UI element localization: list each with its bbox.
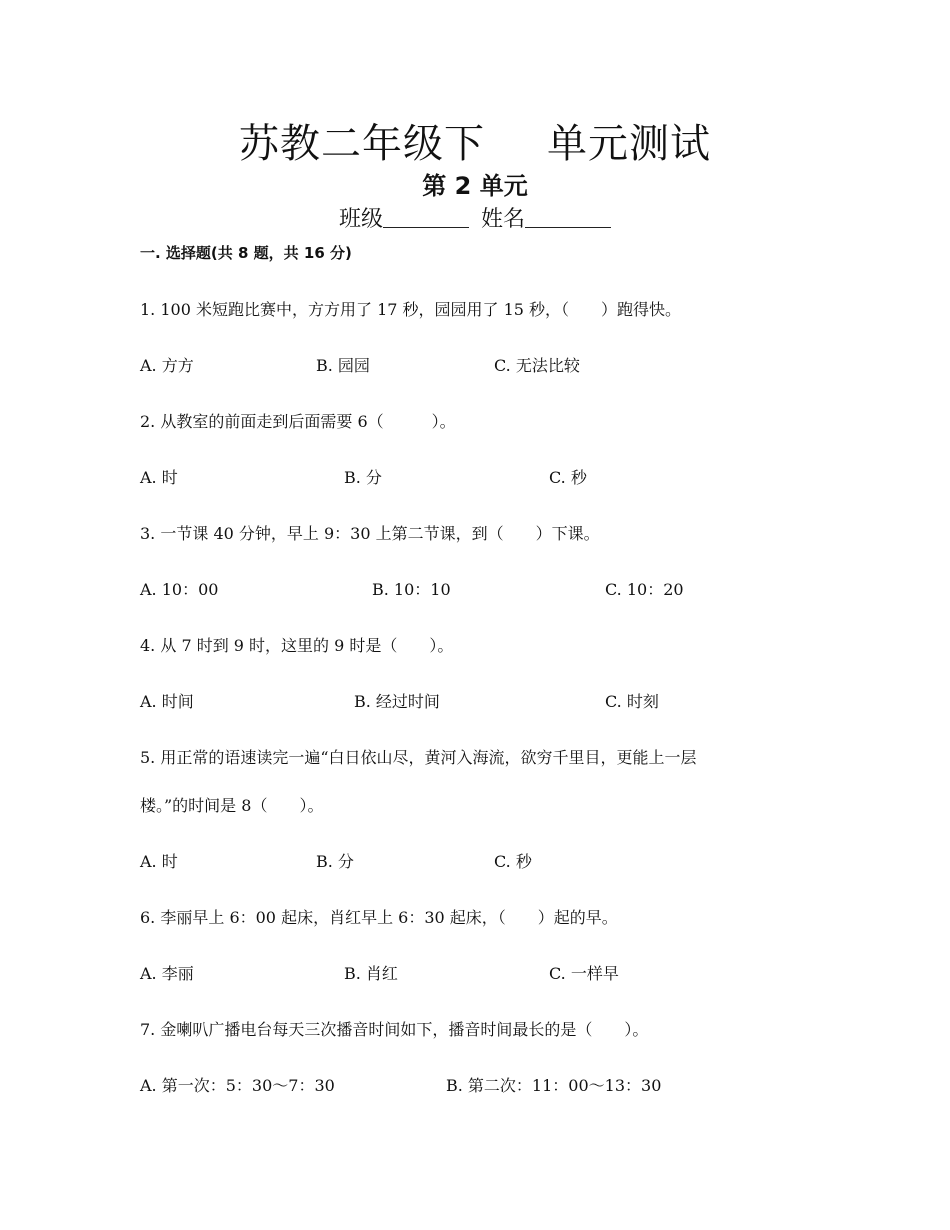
question-3: 3. 一节课 40 分钟，早上 9：30 上第二节课，到（ ）下课。 xyxy=(140,524,600,543)
q4-option-c: C. 时刻 xyxy=(605,692,659,711)
question-4: 4. 从 7 时到 9 时，这里的 9 时是（ ）。 xyxy=(140,636,454,655)
question-6: 6. 李丽早上 6：00 起床，肖红早上 6：30 起床，（ ）起的早。 xyxy=(140,908,618,927)
q1-option-c: C. 无法比较 xyxy=(494,356,580,375)
unit-heading: 第 2 单元 xyxy=(422,172,528,200)
section-heading: 一. 选择题(共 8 题，共 16 分) xyxy=(140,244,352,262)
q5-option-a: A. 时 xyxy=(140,852,178,871)
q3-option-c: C. 10：20 xyxy=(605,580,684,599)
class-blank[interactable] xyxy=(383,205,469,228)
q7-option-a: A. 第一次：5：30～7：30 xyxy=(140,1076,335,1095)
q6-option-c: C. 一样早 xyxy=(549,964,619,983)
class-label: 班级 xyxy=(338,207,383,232)
q7-option-b: B. 第二次：11：00～13：30 xyxy=(446,1076,662,1095)
student-info-line xyxy=(0,202,950,233)
title-right: 单元测试 xyxy=(547,121,711,167)
q5-option-c: C. 秒 xyxy=(494,852,532,871)
q6-option-b: B. 肖红 xyxy=(344,964,398,983)
page-title xyxy=(0,112,950,169)
q2-option-a: A. 时 xyxy=(140,468,178,487)
name-blank[interactable] xyxy=(525,205,611,228)
question-5-line-2: 楼。”的时间是 8（ ）。 xyxy=(140,796,324,815)
q3-option-b: B. 10：10 xyxy=(372,580,451,599)
q1-option-b: B. 园园 xyxy=(316,356,370,375)
title-left: 苏教二年级下 xyxy=(239,121,485,167)
q4-option-b: B. 经过时间 xyxy=(354,692,440,711)
q1-option-a: A. 方方 xyxy=(140,356,194,375)
question-7: 7. 金喇叭广播电台每天三次播音时间如下，播音时间最长的是（ ）。 xyxy=(140,1020,649,1039)
question-5-line-1: 5. 用正常的语速读完一遍“白日依山尽，黄河入海流，欲穷千里目，更能上一层 xyxy=(140,748,697,767)
question-1: 1. 100 米短跑比赛中，方方用了 17 秒，园园用了 15 秒，（ ）跑得快。 xyxy=(140,300,682,319)
name-label: 姓名 xyxy=(481,207,526,232)
q6-option-a: A. 李丽 xyxy=(140,964,194,983)
q4-option-a: A. 时间 xyxy=(140,692,194,711)
question-2: 2. 从教室的前面走到后面需要 6（ ）。 xyxy=(140,412,456,431)
q2-option-c: C. 秒 xyxy=(549,468,587,487)
q2-option-b: B. 分 xyxy=(344,468,382,487)
q3-option-a: A. 10：00 xyxy=(140,580,219,599)
q5-option-b: B. 分 xyxy=(316,852,354,871)
